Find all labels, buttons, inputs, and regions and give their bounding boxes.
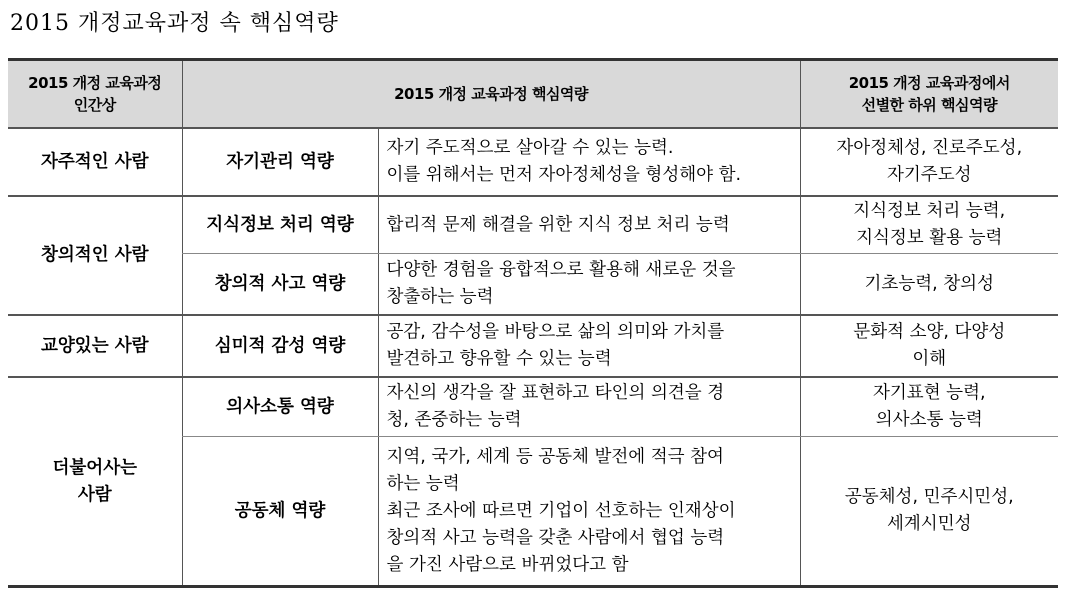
sub-competency-cell: 지식정보 처리 능력, 지식정보 활용 능력 bbox=[800, 196, 1058, 254]
header-sub-competency: 2015 개정 교육과정에서 선별한 하위 핵심역량 bbox=[800, 60, 1058, 129]
table-header-row bbox=[8, 60, 1058, 129]
table-row bbox=[8, 128, 1058, 196]
sub-competency-cell: 문화적 소양, 다양성 이해 bbox=[800, 315, 1058, 377]
table-row bbox=[8, 377, 1058, 437]
competency-cell: 공동체 역량 bbox=[182, 437, 378, 587]
sub-competency-cell: 자기표현 능력, 의사소통 능력 bbox=[800, 377, 1058, 437]
competency-cell: 의사소통 역량 bbox=[182, 377, 378, 437]
competency-cell: 창의적 사고 역량 bbox=[182, 254, 378, 316]
ideal-cell: 창의적인 사람 bbox=[8, 196, 182, 315]
competency-cell: 자기관리 역량 bbox=[182, 128, 378, 196]
description-cell: 지역, 국가, 세계 등 공동체 발전에 적극 참여 하는 능력 최근 조사에 따르면 기업이 선호하는 인재상이 창의적 사고 능력을 갖춘 사람에서 협업 능력 을 가진 사람으로 바뀌었다고 함 bbox=[378, 437, 800, 587]
page-title: 2015 개정교육과정 속 핵심역량 bbox=[10, 11, 339, 36]
ideal-cell: 자주적인 사람 bbox=[8, 128, 182, 196]
ideal-cell: 더불어사는 사람 bbox=[8, 377, 182, 587]
description-cell: 자신의 생각을 잘 표현하고 타인의 의견을 경 청, 존중하는 능력 bbox=[378, 377, 800, 437]
description-cell: 자기 주도적으로 살아갈 수 있는 능력. 이를 위해서는 먼저 자아정체성을 형성해야 함. bbox=[378, 128, 800, 196]
competency-cell: 심미적 감성 역량 bbox=[182, 315, 378, 377]
sub-competency-cell: 공동체성, 민주시민성, 세계시민성 bbox=[800, 437, 1058, 587]
sub-competency-cell: 자아정체성, 진로주도성, 자기주도성 bbox=[800, 128, 1058, 196]
table-row bbox=[8, 196, 1058, 254]
description-cell: 합리적 문제 해결을 위한 지식 정보 처리 능력 bbox=[378, 196, 800, 254]
description-cell: 공감, 감수성을 바탕으로 삶의 의미와 가치를 발견하고 향유할 수 있는 능력 bbox=[378, 315, 800, 377]
competency-table bbox=[8, 58, 1058, 588]
sub-competency-cell: 기초능력, 창의성 bbox=[800, 254, 1058, 316]
header-ideal: 2015 개정 교육과정 인간상 bbox=[8, 60, 182, 129]
table-row bbox=[8, 315, 1058, 377]
ideal-cell: 교양있는 사람 bbox=[8, 315, 182, 377]
description-cell: 다양한 경험을 융합적으로 활용해 새로운 것을 창출하는 능력 bbox=[378, 254, 800, 316]
header-competency: 2015 개정 교육과정 핵심역량 bbox=[182, 60, 800, 129]
competency-cell: 지식정보 처리 역량 bbox=[182, 196, 378, 254]
